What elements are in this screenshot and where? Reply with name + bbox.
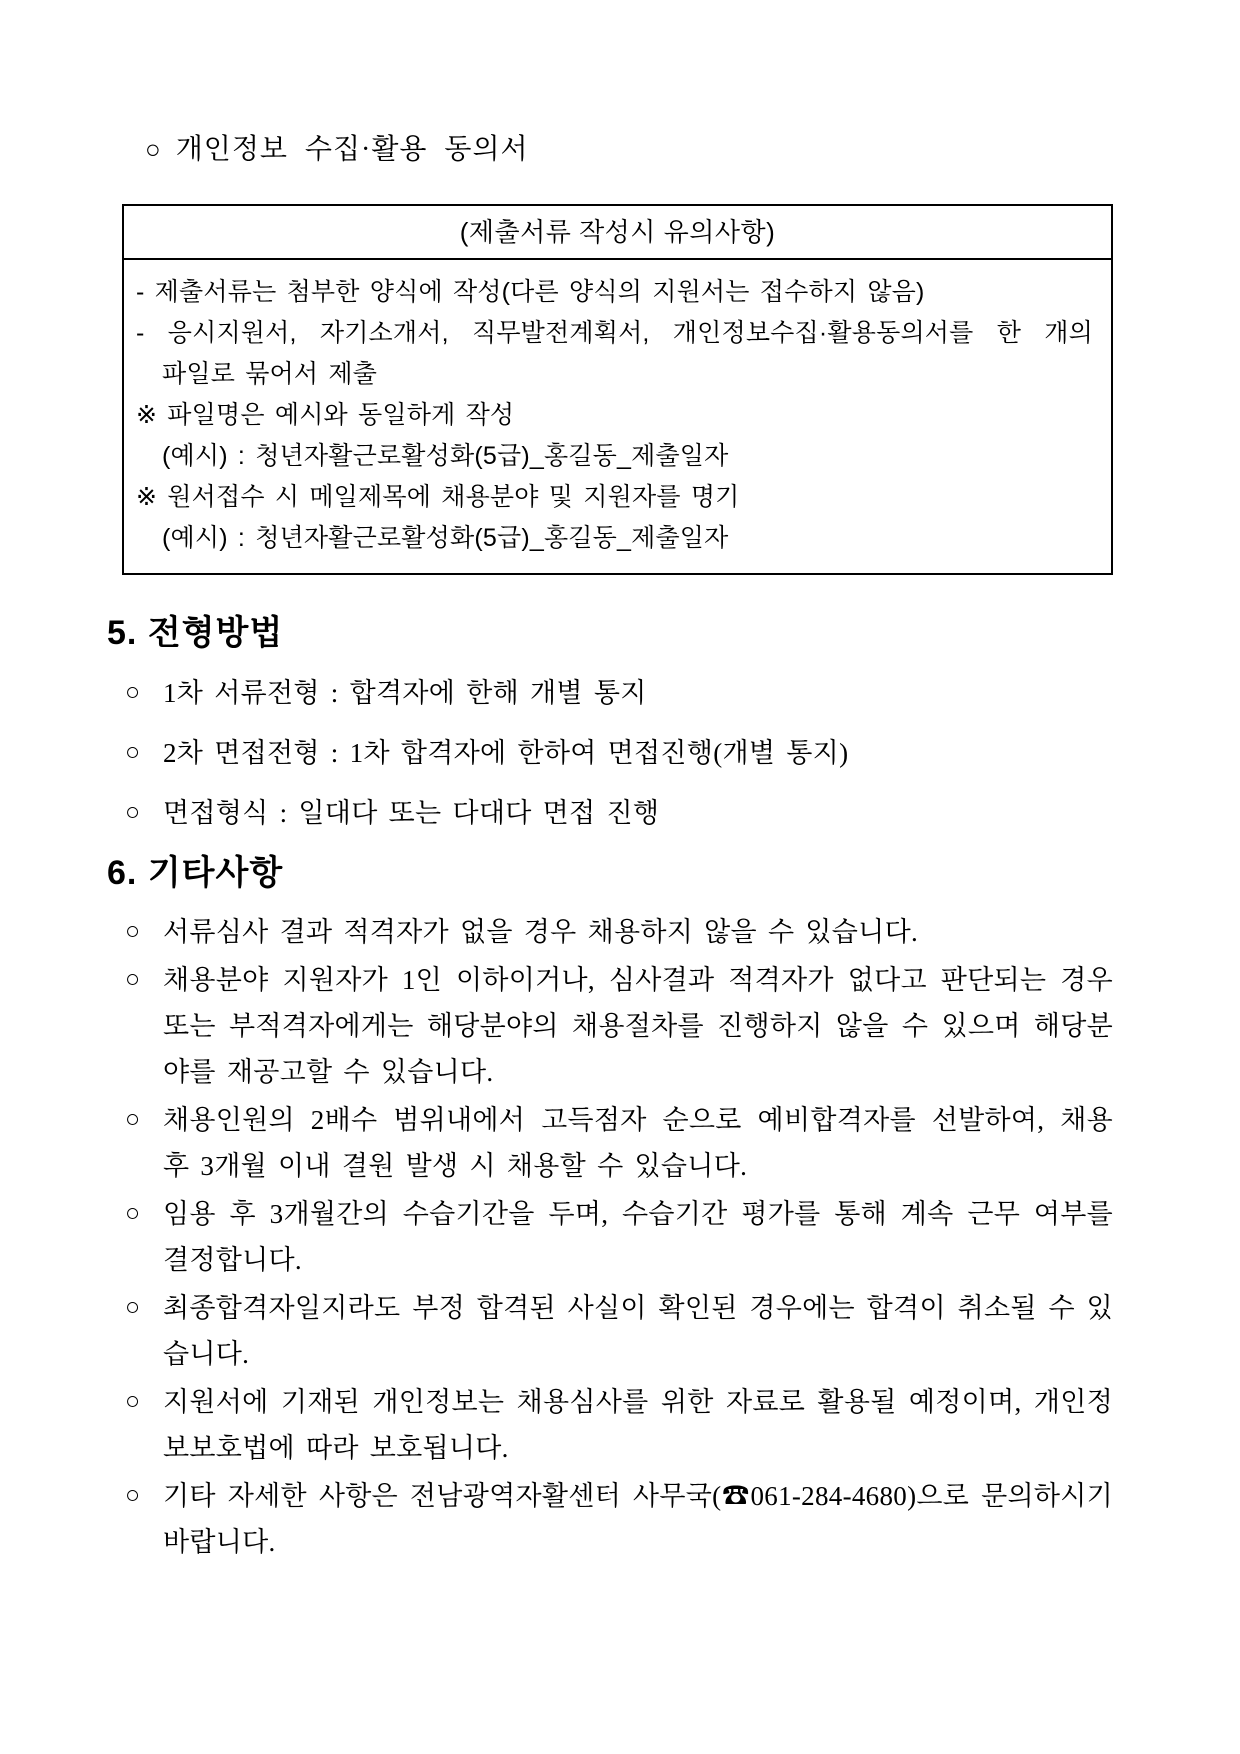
bullet-item bbox=[107, 729, 1113, 777]
section-5-bullets bbox=[107, 669, 1113, 837]
circle-bullet-icon: ○ bbox=[125, 1106, 141, 1133]
bullet-text: 서류심사 결과 적격자가 없을 경우 채용하지 않을 수 있습니다. bbox=[163, 917, 918, 947]
section-6-header bbox=[107, 853, 1113, 893]
notice-line: - 제출서류는 첨부한 양식에 작성(다른 양식의 지원서는 접수하지 않음) bbox=[136, 278, 925, 306]
section-6-bullets bbox=[107, 909, 1113, 1565]
intro-text: 개인정보 수집·활용 동의서 bbox=[175, 134, 529, 165]
circle-bullet-icon: ○ bbox=[145, 135, 162, 164]
bullet-item bbox=[107, 1379, 1113, 1471]
bullet-text: 채용인원의 2배수 범위내에서 고득점자 순으로 예비합격자를 선발하여, 채용 후 3개월 이내 결원 발생 시 채용할 수 있습니다. bbox=[163, 1105, 1113, 1181]
section-6-number: 6. bbox=[107, 854, 138, 892]
bullet-item bbox=[107, 789, 1113, 837]
bullet-item bbox=[107, 1473, 1113, 1565]
notice-line: ※ 원서접수 시 메일제목에 채용분야 및 지원자를 명기 bbox=[136, 483, 740, 511]
document-content bbox=[107, 0, 1113, 1567]
bullet-item bbox=[107, 669, 1113, 717]
intro-bullet-line bbox=[107, 132, 1113, 168]
bullet-text: 1차 서류전형 : 합격자에 한해 개별 통지 bbox=[163, 678, 647, 708]
circle-bullet-icon: ○ bbox=[125, 679, 141, 706]
circle-bullet-icon: ○ bbox=[125, 918, 141, 945]
notice-line: ※ 파일명은 예시와 동일하게 작성 bbox=[136, 401, 515, 429]
notice-line: (예시) : 청년자활근로활성화(5급)_홍길동_제출일자 bbox=[162, 524, 729, 552]
circle-bullet-icon: ○ bbox=[125, 1200, 141, 1227]
circle-bullet-icon: ○ bbox=[125, 1294, 141, 1321]
bullet-text: 2차 면접전형 : 1차 합격자에 한하여 면접진행(개별 통지) bbox=[163, 738, 849, 768]
bullet-item bbox=[107, 1097, 1113, 1189]
bullet-item bbox=[107, 957, 1113, 1095]
bullet-text: 최종합격자일지라도 부정 합격된 사실이 확인된 경우에는 합격이 취소될 수 있습니다. bbox=[163, 1293, 1113, 1369]
bullet-text: 기타 자세한 사항은 전남광역자활센터 사무국(☎061-284-4680)으로 문의하시기 바랍니다. bbox=[163, 1481, 1113, 1557]
notice-box bbox=[122, 204, 1113, 575]
section-5-header bbox=[107, 613, 1113, 653]
circle-bullet-icon: ○ bbox=[125, 966, 141, 993]
section-5-title: 전형방법 bbox=[147, 614, 284, 652]
circle-bullet-icon: ○ bbox=[125, 799, 141, 826]
bullet-item bbox=[107, 909, 1113, 955]
bullet-item bbox=[107, 1191, 1113, 1283]
section-6-title: 기타사항 bbox=[147, 854, 284, 892]
circle-bullet-icon: ○ bbox=[125, 1388, 141, 1415]
bullet-text: 지원서에 기재된 개인정보는 채용심사를 위한 자료로 활용될 예정이며, 개인정보보호법에 따라 보호됩니다. bbox=[163, 1387, 1113, 1463]
notice-box-title: (제출서류 작성시 유의사항) bbox=[124, 206, 1111, 260]
circle-bullet-icon: ○ bbox=[125, 739, 141, 766]
bullet-text: 면접형식 : 일대다 또는 다대다 면접 진행 bbox=[163, 798, 660, 828]
notice-line: - 응시지원서, 자기소개서, 직무발전계획서, 개인정보수집·활용동의서를 한 개의 bbox=[136, 319, 1093, 347]
notice-line: 파일로 묶어서 제출 bbox=[162, 360, 378, 388]
notice-box-body bbox=[124, 260, 1111, 573]
bullet-item bbox=[107, 1285, 1113, 1377]
notice-line: (예시) : 청년자활근로활성화(5급)_홍길동_제출일자 bbox=[162, 442, 729, 470]
section-5-number: 5. bbox=[107, 614, 138, 652]
bullet-text: 채용분야 지원자가 1인 이하이거나, 심사결과 적격자가 없다고 판단되는 경우 또는 부적격자에게는 해당분야의 채용절차를 진행하지 않을 수 있으며 해당분야를 재공고할 수 있습니다. bbox=[163, 965, 1113, 1087]
circle-bullet-icon: ○ bbox=[125, 1482, 141, 1509]
bullet-text: 임용 후 3개월간의 수습기간을 두며, 수습기간 평가를 통해 계속 근무 여부를 결정합니다. bbox=[163, 1199, 1113, 1275]
